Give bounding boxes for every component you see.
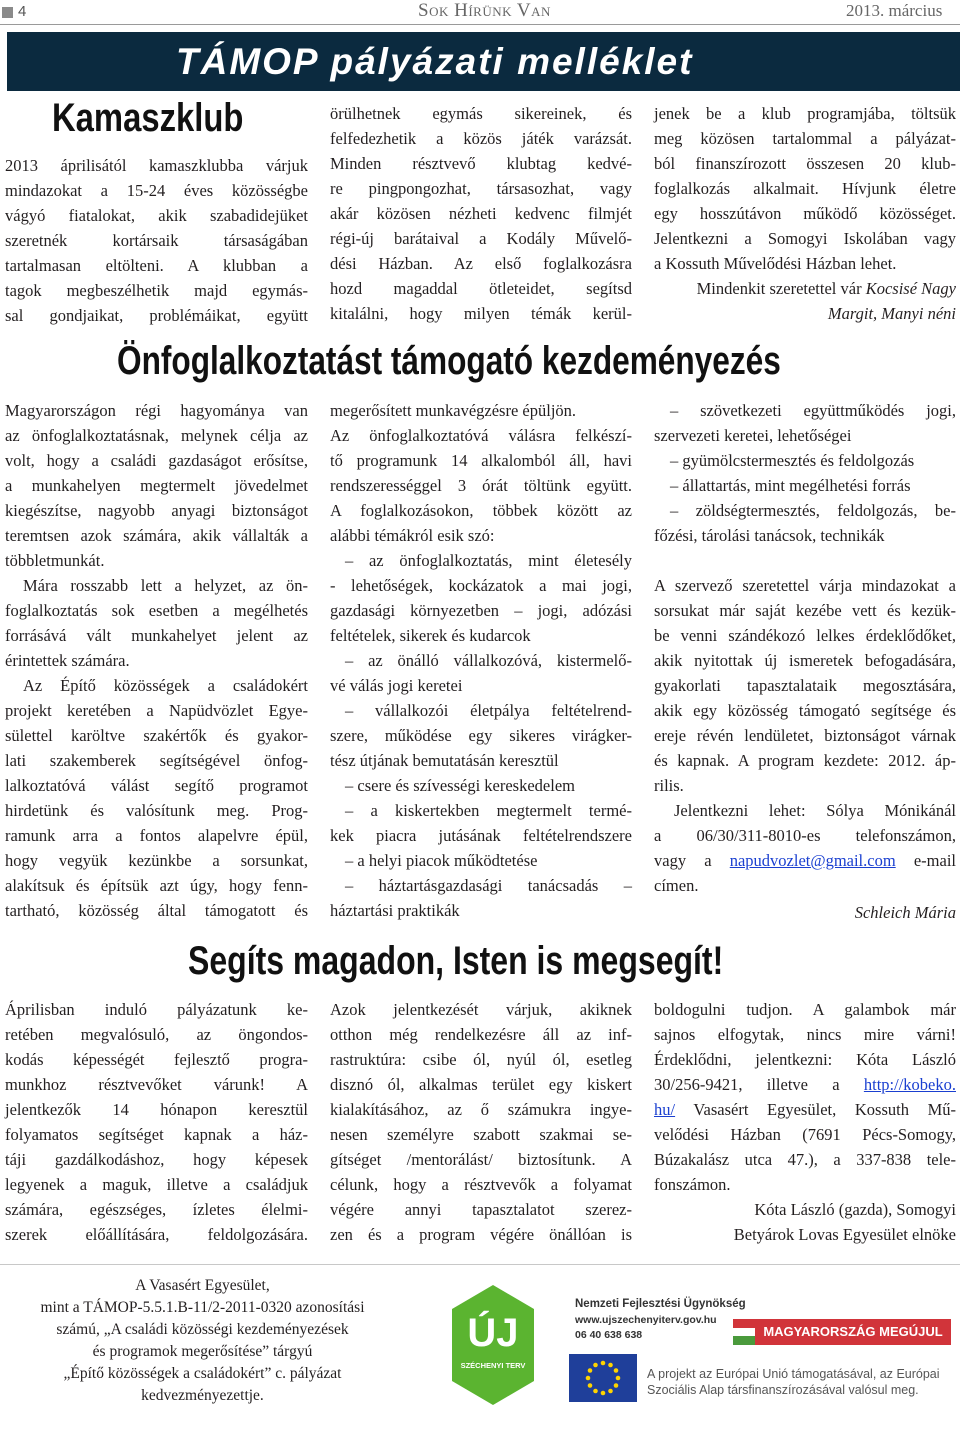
footer-line: „Építő közösségek a családokért” c. pályázat bbox=[63, 1365, 342, 1382]
text-line: akik nyitottak új ismeretek befogadására, bbox=[654, 651, 956, 670]
text-line: háztartási praktikák bbox=[330, 901, 460, 920]
eu-funding-note: A projekt az Európai Unió támogatásával, az Európai bbox=[647, 1367, 940, 1381]
text-line: Azok jelentkezését várjuk, akiknek bbox=[330, 1000, 632, 1019]
text-line: dési Házban. Az első foglalkozásra bbox=[330, 254, 632, 273]
footer-line: kedvezményezettje. bbox=[141, 1387, 264, 1404]
text-line: örülhetnek egymás sikereinek, és bbox=[330, 104, 632, 123]
text-line: A szervező szeretettel várja mindazokat a bbox=[654, 576, 956, 595]
text-line: lati szakemberek segítségével önfog- bbox=[5, 751, 308, 770]
section-title-onfoglalkoztatas: Önfoglalkoztatást támogató kezdeményezés bbox=[117, 339, 781, 383]
text-line: Érdeklődni, jelentkezni: Kóta László bbox=[654, 1050, 956, 1069]
text-line: jelentkezők 14 hónapon keresztül bbox=[5, 1100, 308, 1119]
text-line: tő programunk 14 alkalomból áll, havi bbox=[330, 451, 632, 470]
text-line: akik egy közösség támogató segítsége és bbox=[654, 701, 956, 720]
hungarian-flag-icon bbox=[733, 1319, 755, 1345]
website-link[interactable]: http://kobeko. bbox=[863, 1075, 956, 1094]
text-line: boldogulni tudjon. A galambok már bbox=[654, 1000, 956, 1019]
text-line: foglalkoztatás sok esetben a megélhetés bbox=[5, 601, 308, 620]
section-title-kamaszklub: Kamaszklub bbox=[52, 96, 244, 140]
text-line: – gyümölcstermesztés és feldolgozás bbox=[670, 451, 915, 470]
link-line bbox=[654, 1072, 956, 1097]
email-line bbox=[654, 848, 956, 873]
text-line: ramunk arra a fontos alapelvre épül, bbox=[5, 826, 308, 845]
footer-line: mint a TÁMOP-5.5.1.B-11/2-2011-0320 azonosítási bbox=[40, 1299, 365, 1316]
text-line: ereje révén lendületet, biztonságot várnak bbox=[654, 726, 956, 745]
paper-name: Sok Hírünk Van bbox=[418, 0, 551, 21]
text-line: kitalálni, hogy milyen témák kerül- bbox=[330, 304, 632, 323]
text-line: Minden résztvevő klubtag kedvé- bbox=[330, 154, 632, 173]
uj-logo-text: ÚJ bbox=[467, 1311, 519, 1355]
text-line: az önfoglalkoztatásnak, melynek célja az bbox=[5, 426, 308, 445]
text-line: felfedezhetik a közös játék varázsát. bbox=[330, 129, 632, 148]
text-line: címen. bbox=[654, 876, 699, 895]
footer-line: A Vasasért Egyesület, bbox=[135, 1277, 270, 1294]
text-line: folyamatos segítséget kapnak a ház- bbox=[5, 1125, 308, 1144]
text-line: vágyó fiatalokat, akik szabadidejüket bbox=[5, 206, 308, 225]
text-line: Mára rosszabb lett a helyzet, az ön- bbox=[23, 576, 308, 595]
eu-funding-note-2: Szociális Alap társfinanszírozásával valósul meg. bbox=[647, 1383, 919, 1397]
signature: Schleich Mária bbox=[854, 903, 956, 922]
text-line: régi-új barátaival a Kodály Művelő- bbox=[330, 229, 632, 248]
text-line: – a kiskertekben megtermelt termé- bbox=[345, 801, 632, 820]
text-line: teremtsen azok számára, akik vállalták a bbox=[5, 526, 308, 545]
eu-flag-icon bbox=[569, 1354, 637, 1402]
text-line: érintettek számára. bbox=[5, 651, 130, 670]
text-line: Búzakalász utca 47.), a 337-838 tele- bbox=[654, 1150, 956, 1169]
text-line: a Kossuth Művelődési Házban lehet. bbox=[654, 254, 897, 273]
text-line: szeretnék kortársaik társaságában bbox=[5, 231, 308, 250]
header-rule bbox=[0, 24, 960, 25]
text-line: meg közösen tartalommal a pályázat- bbox=[654, 129, 956, 148]
text-line: szervezeti keretei, lehetőségei bbox=[654, 426, 852, 445]
text-line: velődési Házban (7691 Pécs-Somogy, bbox=[654, 1125, 956, 1144]
text-line: mindazokat a 15-24 éves közösségbe bbox=[5, 181, 308, 200]
text-line: a munkahelyen megtermelt jövedelmet bbox=[5, 476, 308, 495]
text-line: a 06/30/311-8010-es telefonszámon, bbox=[654, 826, 956, 845]
section-title-segits: Segíts magadon, Isten is megsegít! bbox=[188, 939, 724, 983]
text-line: célunk, hogy a résztvevők a folyamat bbox=[330, 1175, 632, 1194]
text-line: megerősített munkavégzésre épüljön. bbox=[330, 401, 577, 420]
text-line: legyenek a maguk, illetve a családjuk bbox=[5, 1175, 308, 1194]
text-line: jenek be a klub programjába, töltsük bbox=[654, 104, 956, 123]
magyarorszag-megujul-badge: MAGYARORSZÁG MEGÚJUL bbox=[755, 1319, 951, 1345]
text-line: foglalkozás alkalmait. Hívjunk életre bbox=[654, 179, 956, 198]
text-line: retében megvalósuló, az öngondos- bbox=[5, 1025, 308, 1044]
text-line: A foglalkozásokon, többek között az bbox=[330, 501, 632, 520]
text-line: végére annyi tapasztalatot szerez- bbox=[330, 1200, 632, 1219]
text-line: főzési, tárolási tanácsok, technikák bbox=[654, 526, 885, 545]
text-line: – háztartásgazdasági tanácsadás – bbox=[345, 876, 632, 895]
text-line: rendszerességgel 3 órát töltünk együtt. bbox=[330, 476, 632, 495]
text-line: projekt keretében a Napüdvözlet Egye- bbox=[5, 701, 308, 720]
text-line: – vállalkozói életpálya feltételrend- bbox=[345, 701, 632, 720]
signature-prefix: Mindenkit szeretettel vár bbox=[696, 279, 866, 298]
text-line: sal gondjaikat, problémáikat, együtt bbox=[5, 306, 308, 325]
link-prefix: 30/256-9421, illetve a bbox=[654, 1075, 864, 1094]
text-line: alakítsuk és építsük azt úgy, hogy fenn- bbox=[5, 876, 308, 895]
text-line: sorsukat már saját kezébe vett és kezük- bbox=[654, 601, 956, 620]
text-line: – az önálló vállalkozóvá, kistermelő- bbox=[345, 651, 632, 670]
link-suffix: Vasasért Egyesület, Kossuth Mű- bbox=[675, 1100, 956, 1119]
signature-line bbox=[674, 276, 956, 301]
text-line: tartalmasan eltölteni. A klubban a bbox=[5, 256, 308, 275]
text-line: be venni szándékozó lelkes érdeklődőket, bbox=[654, 626, 956, 645]
page-number-marker bbox=[2, 7, 13, 18]
text-line: alábbi témákról esik szó: bbox=[330, 526, 495, 545]
email-link[interactable]: napudvozlet@gmail.com bbox=[729, 851, 896, 870]
text-line: feltételek, sikerek és kudarcok bbox=[330, 626, 531, 645]
text-line: – szövetkezeti együttműködés jogi, bbox=[670, 401, 956, 420]
text-line: fonszámon. bbox=[654, 1175, 731, 1194]
text-line: sajnos elfogytak, nincs mire várni! bbox=[654, 1025, 956, 1044]
text-line: rastruktúra: csibe ól, nyúl ól, esetleg bbox=[330, 1050, 632, 1069]
text-line: hogy vegyük kezünkbe a sorsunkat, bbox=[5, 851, 308, 870]
text-line: kiegészítse, nagyobb anyagi biztonságot bbox=[5, 501, 308, 520]
text-line: gítséget /mentorálást/ biztosítunk. A bbox=[330, 1150, 632, 1169]
signature: Kóta László (gazda), Somogyi bbox=[754, 1200, 956, 1219]
text-line: akár közösen nézheti kedvenc filmjét bbox=[330, 204, 632, 223]
text-line: Magyarországon régi hagyománya van bbox=[5, 401, 308, 420]
text-line: rilis. bbox=[654, 776, 684, 795]
nfu-name: Nemzeti Fejlesztési Ügynökség bbox=[575, 1298, 746, 1310]
text-line: Áprilisban induló pályázatunk ke- bbox=[5, 1000, 308, 1019]
uj-logo-subtitle: SZÉCHENYI TERV bbox=[460, 1361, 526, 1370]
signature: Betyárok Lovas Egyesület elnöke bbox=[733, 1225, 956, 1244]
text-line: tész útjának bemutatásán keresztül bbox=[330, 751, 559, 770]
text-line: re pingpongozhat, társasozhat, vagy bbox=[330, 179, 632, 198]
banner-title: TÁMOP pályázati melléklet bbox=[176, 41, 694, 82]
text-line: lalkoztatóvá válást segítő programot bbox=[5, 776, 308, 795]
text-line: szere, működése egy sikeres virágker- bbox=[330, 726, 632, 745]
text-line: nesen személyre szabott szakmai se- bbox=[330, 1125, 632, 1144]
text-line: gazdasági környezetben – jogi, adózási bbox=[330, 601, 632, 620]
text-line: – az önfoglalkoztatás, mint életesély bbox=[345, 551, 632, 570]
text-line: tagok megbeszélhetik majd egymás- bbox=[5, 281, 308, 300]
text-line: 2013 áprilisától kamaszklubba várjuk bbox=[5, 156, 308, 175]
footer-rule bbox=[0, 1264, 960, 1265]
text-line: - lehetőségek, kockázatok a mai jogi, bbox=[330, 576, 632, 595]
text-line: szerek előállítására, feldolgozására. bbox=[5, 1225, 308, 1244]
text-line: – zöldségtermesztés, feldolgozás, be- bbox=[670, 501, 956, 520]
text-line: volt, hogy a családi gazdaságot erősítse, bbox=[5, 451, 308, 470]
website-link-cont[interactable]: hu/ bbox=[654, 1100, 676, 1119]
text-line: – a helyi piacok működtetése bbox=[345, 851, 538, 870]
text-line: kialakításához, az ő számukra ingye- bbox=[330, 1100, 632, 1119]
footer-line: számú, „A családi közösségi kezdeményezések bbox=[56, 1321, 349, 1338]
text-line: Az Építő közösségek a családokért bbox=[23, 676, 308, 695]
text-line: táji gazdálkodáshoz, hogy képesek bbox=[5, 1150, 308, 1169]
nfu-phone: 06 40 638 638 bbox=[575, 1329, 643, 1341]
text-line: forrásává vált munkahelyet jelent az bbox=[5, 626, 308, 645]
footer-line: és programok megerősítése” tárgyú bbox=[92, 1343, 313, 1360]
link-line-2 bbox=[654, 1097, 956, 1122]
text-line: – állattartás, mint megélhetési forrás bbox=[670, 476, 911, 495]
text-line: – csere és szívességi kereskedelem bbox=[345, 776, 575, 795]
text-line: disznó ól, alkalmas terület egy kiskert bbox=[330, 1075, 632, 1094]
text-line: kodás képességét fejlesztő progra- bbox=[5, 1050, 308, 1069]
text-line: Az önfoglalkoztatóvá válásra felkészí- bbox=[330, 426, 632, 445]
text-line: sülettel karöltve szakértők és gyakor- bbox=[5, 726, 308, 745]
text-line: ból finanszírozott összesen 20 klub- bbox=[654, 154, 956, 173]
page-number: 4 bbox=[18, 3, 27, 20]
text-line: számára, egészséges, ízletes élelmi- bbox=[5, 1200, 308, 1219]
text-line: otthon még rendelkezésre áll az inf- bbox=[330, 1025, 632, 1044]
signature-name-2: Margit, Manyi néni bbox=[827, 304, 956, 323]
text-line: vé válás jogi keretei bbox=[330, 676, 463, 695]
text-line: kek piacra jutásának feltételrendszere bbox=[330, 826, 632, 845]
nfu-website: www.ujszechenyiterv.gov.hu bbox=[575, 1314, 717, 1326]
signature-name: Kocsisé Nagy bbox=[865, 279, 956, 298]
text-line: Jelentkezni a Somogyi Iskolában vagy bbox=[654, 229, 956, 248]
email-suffix: e-mail bbox=[895, 851, 956, 870]
text-line: egy hosszútávon működő közösséget. bbox=[654, 204, 956, 223]
text-line: hozd magaddal ötleteidet, segítsd bbox=[330, 279, 632, 298]
text-line: Jelentkezni lehet: Sólya Mónikánál bbox=[674, 801, 956, 820]
issue-date: 2013. március bbox=[846, 1, 943, 20]
text-line: gyakorlati tapasztalataik megosztására, bbox=[654, 676, 956, 695]
text-line: hirdetünk és valósítunk meg. Prog- bbox=[5, 801, 308, 820]
text-line: munkhoz résztvevőket várunk! A bbox=[5, 1075, 308, 1094]
text-line: zen és a program végére önállóan is bbox=[330, 1225, 632, 1244]
text-line: többletmunkát. bbox=[5, 551, 105, 570]
email-prefix: vagy a bbox=[654, 851, 730, 870]
text-line: tartható, közösség által támogatott és bbox=[5, 901, 308, 920]
text-line: és kapnak. A program kezdete: 2012. áp- bbox=[654, 751, 956, 770]
uj-szechenyi-terv-logo bbox=[448, 1281, 538, 1409]
